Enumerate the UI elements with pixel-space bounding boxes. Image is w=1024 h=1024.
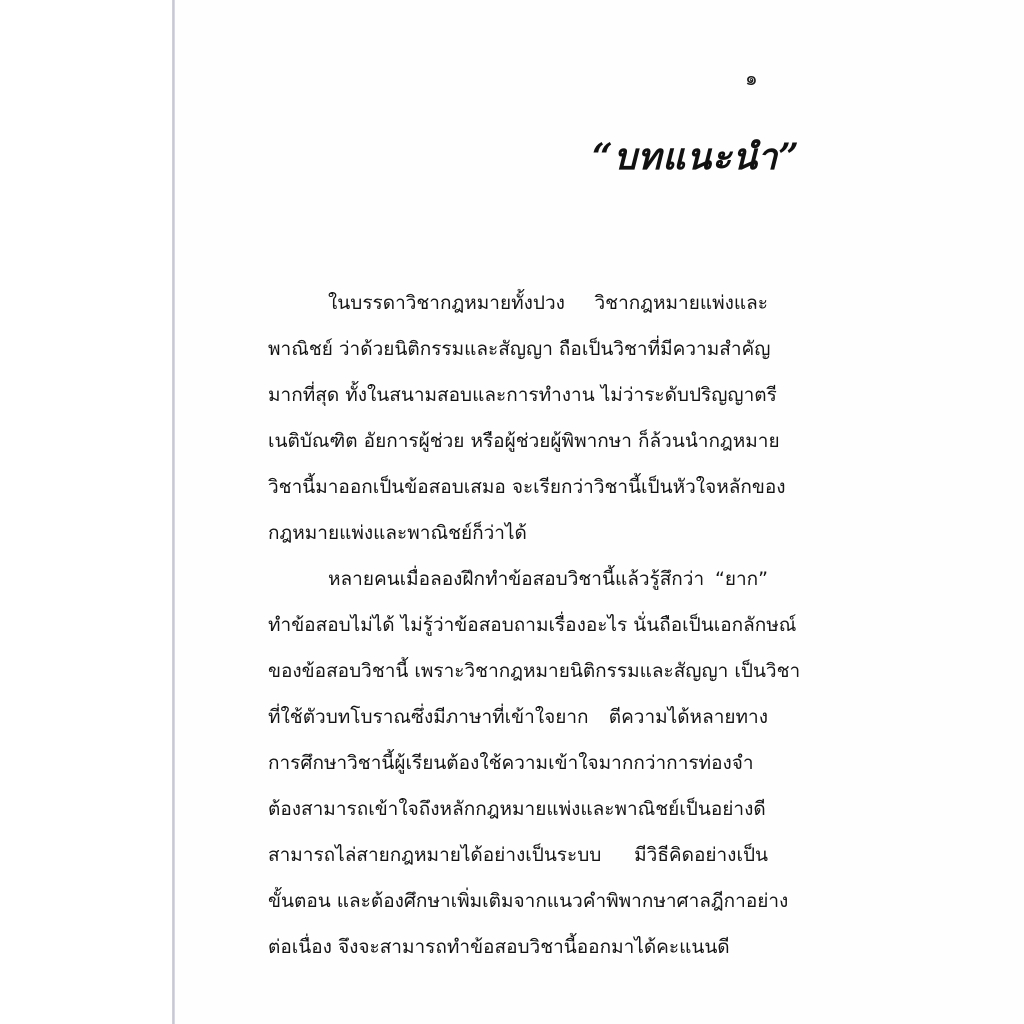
paragraph-1 (268, 280, 786, 556)
paragraph-line: ทำข้อสอบไม่ได้ ไม่รู้ว่าข้อสอบถามเรื่องอะไร นั่นถือเป็นเอกลักษณ์ (268, 614, 797, 636)
paragraph-line: การศึกษาวิชานี้ผู้เรียนต้องใช้ความเข้าใจมากกว่าการท่องจำ (268, 752, 754, 774)
paragraph-line: ขั้นตอน และต้องศึกษาเพิ่มเติมจากแนวคำพิพากษาศาลฎีกาอย่าง (268, 890, 789, 912)
paragraph-line: กฎหมายแพ่งและพาณิชย์ก็ว่าได้ (268, 522, 527, 544)
page-number: ๑ (745, 66, 758, 90)
paragraph-line: มากที่สุด ทั้งในสนามสอบและการทำงาน ไม่ว่าระดับปริญญาตรี (268, 384, 777, 406)
paragraph-line: วิชานี้มาออกเป็นข้อสอบเสมอ จะเรียกว่าวิชานี้เป็นหัวใจหลักของ (268, 476, 786, 498)
paragraph-line: ต่อเนื่อง จึงจะสามารถทำข้อสอบวิชานี้ออกมาได้คะแนนดี (268, 936, 730, 958)
chapter-title: “บทแนะนำ” (592, 136, 800, 178)
body-text (268, 280, 801, 970)
paragraph-line: ที่ใช้ตัวบทโบราณซึ่งมีภาษาที่เข้าใจยาก ตีความได้หลายทาง (268, 706, 768, 728)
paragraph-line: หลายคนเมื่อลองฝึกทำข้อสอบวิชานี้แล้วรู้สึกว่า “ยาก” (328, 568, 768, 590)
paragraph-line: ในบรรดาวิชากฎหมายทั้งปวง วิชากฎหมายแพ่งและ (328, 292, 768, 314)
paragraph-line: สามารถไล่สายกฎหมายได้อย่างเป็นระบบ มีวิธีคิดอย่างเป็น (268, 844, 768, 866)
paragraph-2 (268, 556, 801, 970)
paragraph-line: เนติบัณฑิต อัยการผู้ช่วย หรือผู้ช่วยผู้พิพากษา ก็ล้วนนำกฎหมาย (268, 430, 780, 452)
paragraph-line: ของข้อสอบวิชานี้ เพราะวิชากฎหมายนิติกรรมและสัญญา เป็นวิชา (268, 660, 801, 682)
paragraph-line: ต้องสามารถเข้าใจถึงหลักกฎหมายแพ่งและพาณิชย์เป็นอย่างดี (268, 798, 766, 820)
paragraph-line: พาณิชย์ ว่าด้วยนิติกรรมและสัญญา ถือเป็นวิชาที่มีความสำคัญ (268, 338, 771, 360)
